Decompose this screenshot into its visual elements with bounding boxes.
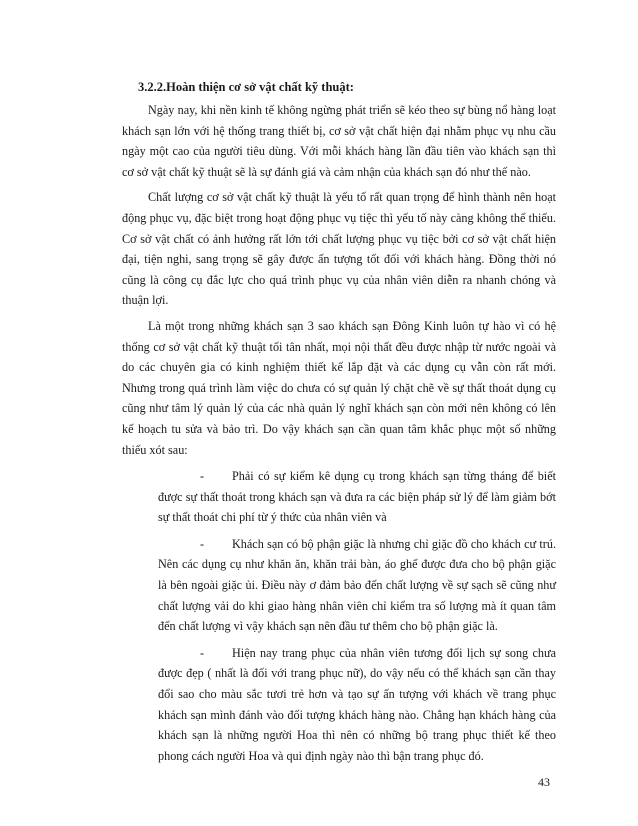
document-body (122, 78, 556, 766)
bullet-text: Khách sạn có bộ phận giặc là nhưng chỉ giặc đồ cho khách cư trú. Nên các dụng cụ như khăn ăn, khăn trải bàn, áo ghế được đưa cho bộ phận giặc là bên ngoài giặc ủi. Điều này ơ đảm bảo đến chất lượng về sự sạch sẽ cũng như chất lượng vải do khi giao hàng nhân viên chỉ kiểm tra số lượng mà ít quan tâm đến chất lượng vì vậy khách sạn nên đầu tư thêm cho bộ phận giặc là. (158, 536, 556, 634)
bullet-dash: - (200, 536, 205, 551)
bullet-item-2 (158, 534, 556, 637)
bullet-text: Hiện nay trang phục của nhân viên tương đối lịch sự song chưa được đẹp ( nhất là đối với trang phục nữ), do vậy nếu có thể khách sạn cần thay đổi sao cho màu sắc tươi trẻ hơn và tạo sự ấn tượng với khách về trang phục khách sạn mình đánh vào đối tượng khách hàng nào. Chẳng hạn khách hàng của khách sạn là những người Hoa thì nên có những bộ trang phục thiết kế theo phong cách người Hoa và qui định ngày nào thì bận trang phục đó. (158, 645, 556, 763)
section-heading: 3.2.2.Hoàn thiện cơ sở vật chất kỹ thuật: (138, 80, 354, 94)
bullet-dash: - (200, 645, 205, 660)
paragraph-1: Ngày nay, khi nền kinh tế không ngừng phát triển sẽ kéo theo sự bùng nổ hàng loạt khách sạn lớn với hệ thống trang thiết bị, cơ sở vật chất hiện đại nhằm phục vụ nhu cầu ngày một cao của người tiêu dùng. Với mỗi khách hàng lần đầu tiên vào khách sạn thì cơ sở vật chất kỹ thuật sẽ là sự đánh giá và cảm nhận của khách sạn đó như thế nào. (122, 103, 556, 179)
bullet-item-3 (158, 643, 556, 767)
bullet-dash: - (200, 469, 205, 484)
paragraph-2: Chất lượng cơ sở vật chất kỹ thuật là yếu tố rất quan trọng để hình thành nên hoạt động phục vụ, đặc biệt trong hoạt động phục vụ tiệc thì yếu tố này càng không thể thiếu. Cơ sở vật chất có ảnh hưởng rất lớn tới chất lượng phục vụ tiệc bởi cơ sở vật chất hiện đại, tiện nghi, sang trọng sẽ gây được ấn tượng tốt đối với khách hàng. Đồng thời nó cũng là công cụ đắc lực cho quá trình phục vụ của nhân viên diễn ra nhanh chóng và thuận lợi. (122, 190, 556, 308)
page-number: 43 (538, 775, 550, 789)
bullet-item-1 (158, 466, 556, 528)
bullet-text: Phải có sự kiểm kê dụng cụ trong khách sạn từng tháng để biết được sự thất thoát trong khách sạn và đưa ra các biện pháp sử lý để làm giảm bớt sự thất thoát chi phí từ ý thức của nhân viên và (158, 469, 556, 525)
paragraph-3: Là một trong những khách sạn 3 sao khách sạn Đông Kinh luôn tự hào vì có hệ thống cơ sở vật chất kỹ thuật tối tân nhất, mọi nội thất đều được nhập từ nước ngoài và do các chuyên gia có kinh nghiệm thiết kế lắp đặt và các dụng cụ vẫn còn rất mới. Nhưng trong quá trình làm việc do chưa có sự quản lý chặt chẽ về sự thất thoát dụng cụ cũng như tâm lý quản lý của các nhà quản lý nghĩ khách sạn còn mới nên không có lên kế hoạch tu sửa và bảo trì. Do vậy khách sạn cần quan tâm khắc phục một số những thiếu xót sau: (122, 318, 556, 457)
